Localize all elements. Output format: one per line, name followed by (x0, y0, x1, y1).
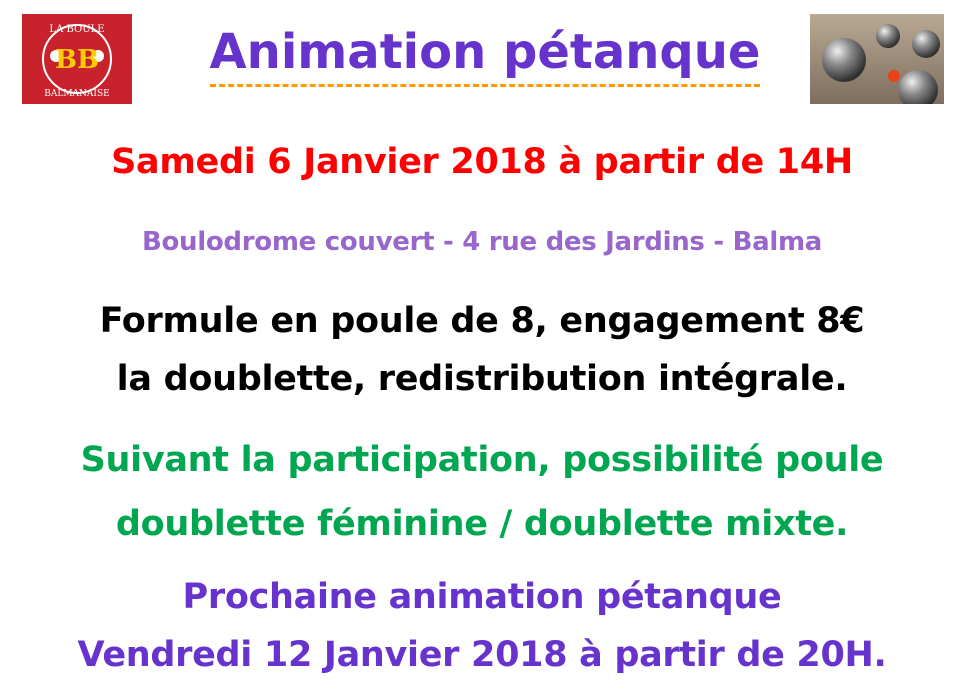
logo-mark: BB (55, 45, 99, 75)
next-event-line: Prochaine animation pétanque (182, 577, 782, 617)
next-event-line: Vendredi 12 Janvier 2018 à partir de 20H. (77, 635, 887, 675)
formula-text (0, 292, 964, 408)
page-title: Animation pétanque (210, 22, 761, 87)
logo-graphic (22, 14, 132, 104)
venue-line: Boulodrome couvert - 4 rue des Jardins - Balma (141, 227, 823, 257)
formula-line: la doublette, redistribution intégrale. (116, 359, 848, 399)
formula-line: Formule en poule de 8, engagement 8€ (99, 301, 865, 341)
event-date-line: Samedi 6 Janvier 2018 à partir de 14H (111, 142, 853, 182)
option-line: doublette féminine / doublette mixte. (115, 504, 849, 544)
option-text (0, 428, 964, 556)
club-logo (22, 14, 132, 104)
title-block (150, 22, 820, 87)
logo-top-text: LA BOULE (49, 24, 105, 35)
logo-bottom-text: BALMANAISE (44, 89, 110, 99)
photo-graphic (810, 14, 944, 104)
option-line: Suivant la participation, possibilité poule (80, 440, 884, 480)
petanque-balls-photo (810, 14, 944, 104)
next-event-text (0, 568, 964, 684)
